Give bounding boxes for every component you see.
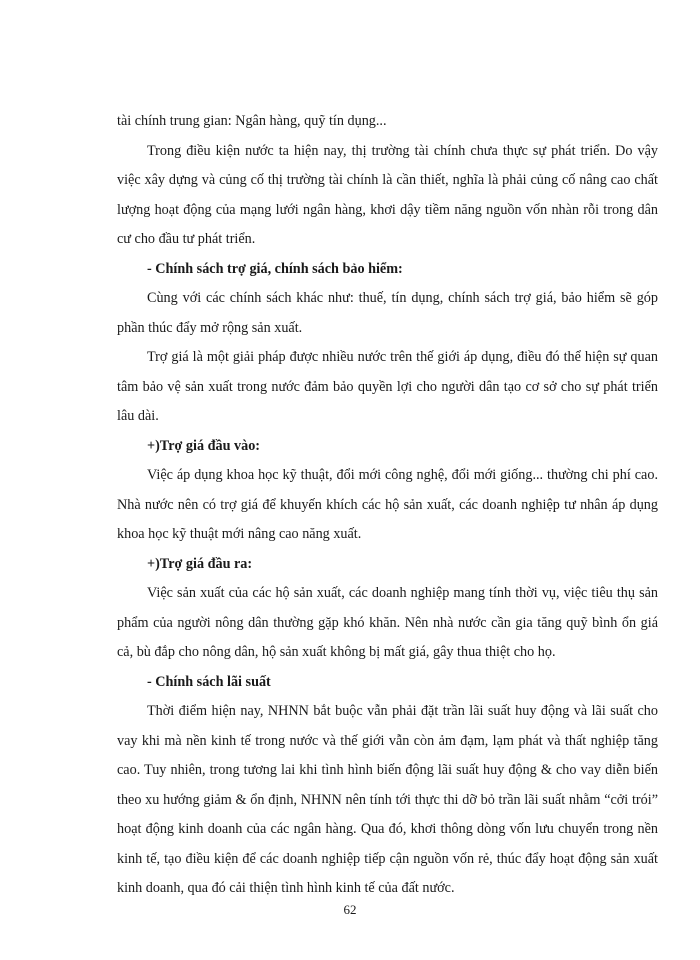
paragraph-output-subsidy: Việc sản xuất của các hộ sản xuất, các doanh nghiệp mang tính thời vụ, việc tiêu thụ sản phẩm của người nông dân thường gặp khó khăn. Nên nhà nước cần gia tăng quỹ bình ổn giá cả, bù đắp cho nông dân, hộ sản xuất không bị mất giá, gây thua thiệt cho họ. <box>117 585 658 660</box>
heading-output-subsidy: +)Trợ giá đầu ra: <box>147 555 253 572</box>
document-body <box>117 107 658 904</box>
paragraph-input-subsidy: Việc áp dụng khoa học kỹ thuật, đổi mới công nghệ, đổi mới giống... thường chi phí cao. Nhà nước nên có trợ giá để khuyến khích các hộ sản xuất, các doanh nghiệp tư nhân áp dụng khoa học kỹ thuật mới nâng cao năng xuất. <box>117 467 658 542</box>
paragraph-financial-market: Trong điều kiện nước ta hiện nay, thị trường tài chính chưa thực sự phát triển. Do vậy việc xây dựng và củng cố thị trường tài chính là cần thiết, nghĩa là phải củng cố nâng cao chất lượng hoạt động của mạng lưới ngân hàng, khơi dậy tiềm năng nguồn vốn nhàn rỗi trong dân cư cho đầu tư phát triển. <box>117 142 658 247</box>
paragraph-other-policies: Cùng với các chính sách khác như: thuế, tín dụng, chính sách trợ giá, bảo hiểm sẽ góp phần thúc đẩy mở rộng sản xuất. <box>117 290 658 336</box>
heading-input-subsidy: +)Trợ giá đầu vào: <box>147 437 261 454</box>
heading-interest-rate-policy: - Chính sách lãi suất <box>147 673 271 690</box>
heading-subsidy-insurance-policy: - Chính sách trợ giá, chính sách bảo hiểm: <box>147 260 403 277</box>
paragraph-interest-rate: Thời điểm hiện nay, NHNN bắt buộc vẫn phải đặt trần lãi suất huy động và lãi suất cho vay khi mà nền kinh tế trong nước và thế giới vẫn còn ảm đạm, lạm phát và thất nghiệp tăng cao. Tuy nhiên, trong tương lai khi tình hình biến động lãi suất huy động & cho vay diễn biến theo xu hướng giảm & ổn định, NHNN nên tính tới thực thi dỡ bỏ trần lãi suất nhằm “cởi trói” hoạt động kinh doanh của các ngân hàng. Qua đó, khơi thông dòng vốn lưu chuyển trong nền kinh tế, tạo điều kiện để các doanh nghiệp tiếp cận nguồn vốn rẻ, thúc đẩy hoạt động sản xuất kinh doanh, qua đó cải thiện tình hình kinh tế của đất nước. <box>117 703 658 896</box>
page-number: 62 <box>343 902 357 917</box>
paragraph-continuation: tài chính trung gian: Ngân hàng, quỹ tín dụng... <box>117 113 387 129</box>
paragraph-price-subsidy: Trợ giá là một giải pháp được nhiều nước trên thế giới áp dụng, điều đó thể hiện sự quan tâm bảo vệ sản xuất trong nước đảm bảo quyền lợi cho người dân tạo cơ sở cho sự phát triển lâu dài. <box>117 349 658 424</box>
